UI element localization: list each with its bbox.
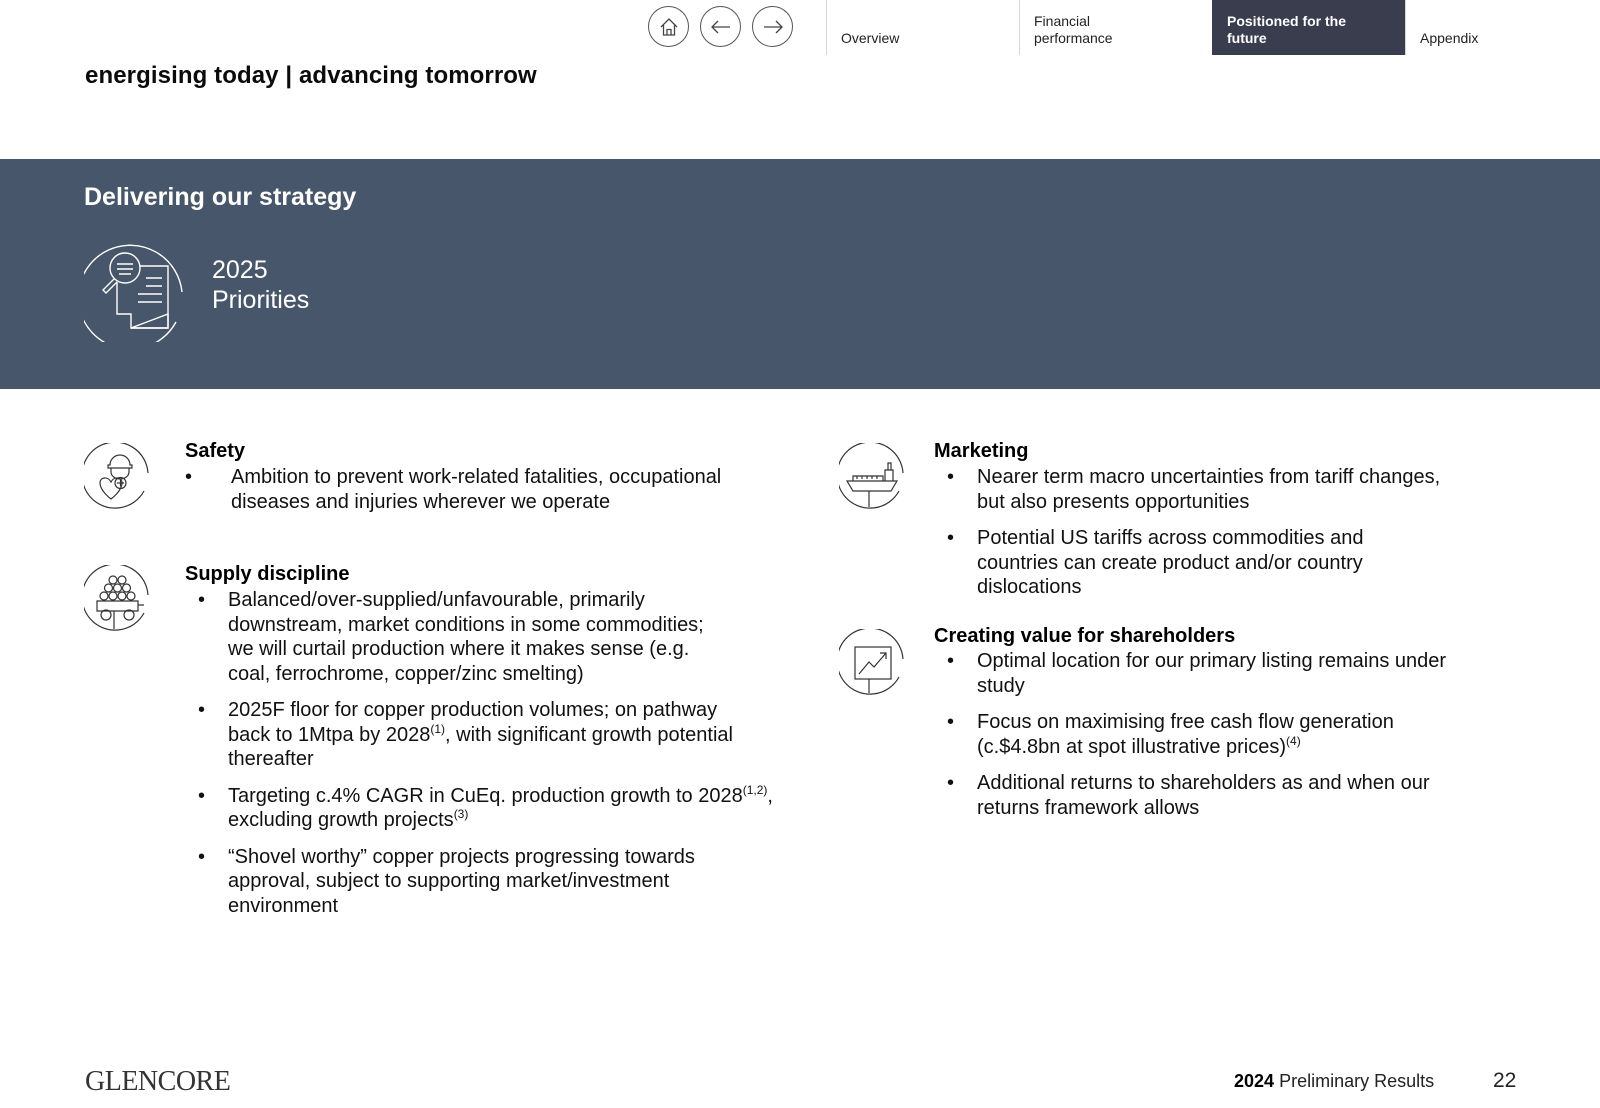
marketing-title: Marketing xyxy=(934,440,1029,462)
arrow-right-icon xyxy=(760,14,786,40)
safety-title: Safety xyxy=(185,440,246,462)
tab-positioned-for-the-future[interactable] xyxy=(1212,0,1405,55)
list-item xyxy=(198,588,788,686)
list-item xyxy=(947,771,1507,820)
supply-bullets xyxy=(198,588,788,930)
bullet-text: Potential US tariffs across commodities and countries can create product and/or country dislocations xyxy=(977,527,1364,598)
section-tabs xyxy=(826,0,1545,55)
bullet-dot: • xyxy=(947,711,955,733)
tab-appendix-label: Appendix xyxy=(1420,30,1479,46)
banner-year: 2025 xyxy=(212,256,268,284)
safety-helmet-heart-icon xyxy=(84,443,152,511)
bullet-text: Ambition to prevent work-related fatalities, occupational diseases and injuries wherever we operate xyxy=(231,466,722,513)
marketing-bullets xyxy=(947,465,1497,612)
footnote-ref: (1,2) xyxy=(742,782,768,797)
tab-financial-performance-label: Financial performance xyxy=(1034,13,1113,46)
list-item xyxy=(947,526,1497,600)
glencore-logo: GLENCORE xyxy=(85,1066,231,1097)
report-name: Preliminary Results xyxy=(1279,1071,1435,1091)
safety-bullets xyxy=(185,465,751,526)
bullet-dot: • xyxy=(947,527,955,549)
home-icon xyxy=(656,14,682,40)
bullet-text: 2025F floor for copper production volumes; on pathway back to 1Mtpa by 2028 xyxy=(228,699,718,746)
bullet-text: Additional returns to shareholders as and when our returns framework allows xyxy=(977,772,1430,819)
tab-overview[interactable] xyxy=(826,0,1019,55)
bullet-dot: • xyxy=(947,650,955,672)
tagline: energising today | advancing tomorrow xyxy=(85,62,537,89)
list-item xyxy=(198,698,788,772)
footnote-ref: (4) xyxy=(1286,733,1301,748)
tab-appendix[interactable] xyxy=(1405,0,1545,55)
strategy-banner xyxy=(0,159,1600,389)
ship-icon xyxy=(839,443,907,511)
list-item xyxy=(185,465,751,514)
tab-positioned-label: Positioned for the future xyxy=(1227,13,1346,46)
bullet-text-cont: , with significant growth potential thereafter xyxy=(228,723,733,770)
supply-discipline-title: Supply discipline xyxy=(185,563,350,585)
list-item xyxy=(947,710,1507,759)
bullet-text: Targeting c.4% CAGR in CuEq. production growth to 2028 xyxy=(228,784,743,807)
back-button[interactable] xyxy=(700,6,741,47)
document-search-icon xyxy=(84,234,192,342)
report-year: 2024 xyxy=(1234,1071,1275,1091)
footnote-ref: (1) xyxy=(430,721,446,736)
creating-value-title: Creating value for shareholders xyxy=(934,625,1236,647)
bullet-text: Optimal location for our primary listing remains under study xyxy=(977,650,1447,697)
bullet-dot: • xyxy=(185,466,193,488)
list-item xyxy=(198,782,788,833)
bullet-dot: • xyxy=(198,589,206,611)
list-item xyxy=(947,649,1507,698)
tab-overview-label: Overview xyxy=(841,30,900,46)
growth-chart-icon xyxy=(839,629,907,697)
bullet-dot: • xyxy=(947,772,955,794)
home-button[interactable] xyxy=(648,6,689,47)
bullet-text: “Shovel worthy” copper projects progressing towards approval, subject to supporting market/investment environment xyxy=(228,845,695,917)
bullet-text-cont: , excluding growth projects xyxy=(228,784,773,831)
nav-buttons xyxy=(648,6,793,47)
forward-button[interactable] xyxy=(752,6,793,47)
banner-title: Delivering our strategy xyxy=(84,183,357,211)
value-bullets xyxy=(947,649,1507,832)
bullet-text: Focus on maximising free cash flow generation (c.$4.8bn at spot illustrative prices) xyxy=(977,711,1394,758)
page-number: 22 xyxy=(1493,1069,1517,1092)
bullet-text: Nearer term macro uncertainties from tariff changes, but also presents opportunities xyxy=(977,466,1441,513)
arrow-left-icon xyxy=(708,14,734,40)
bullet-text: Balanced/over-supplied/unfavourable, primarily downstream, market conditions in some commodities; we will curtail production where it makes sense (e.g. coal, ferrochrome, copper/zinc smelting) xyxy=(228,589,704,685)
banner-priorities: Priorities xyxy=(212,286,310,314)
bullet-dot: • xyxy=(198,784,206,807)
bullet-dot: • xyxy=(198,845,206,868)
list-item xyxy=(947,465,1497,514)
list-item xyxy=(198,845,788,919)
banner-subtitle xyxy=(212,255,309,315)
tab-financial-performance[interactable] xyxy=(1019,0,1212,55)
bullet-dot: • xyxy=(947,466,955,488)
mine-cart-icon xyxy=(84,565,152,633)
bullet-dot: • xyxy=(198,699,206,721)
footnote-ref: (3) xyxy=(453,807,469,821)
report-label xyxy=(1234,1071,1434,1092)
